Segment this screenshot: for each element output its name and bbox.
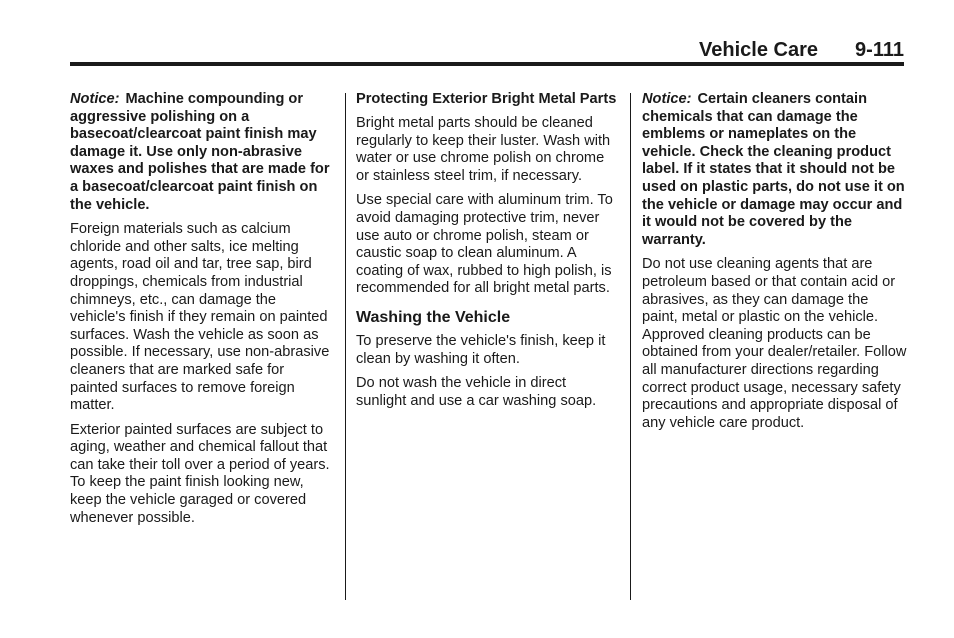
notice-text: Machine compounding or aggressive polishing on a basecoat/clearcoat paint finish may damage it. Use only non-abrasive waxes and polishes that are made for a basecoat/clearcoat paint finish on the vehicle.	[70, 91, 330, 213]
notice-label: Notice:	[70, 91, 120, 107]
column-3	[642, 91, 907, 439]
notice-paint-polishing	[70, 91, 332, 214]
column-2	[356, 91, 618, 417]
notice-text: Certain cleaners contain chemicals that can damage the emblems or nameplates on the vehicle. Check the cleaning product label. If it states that it should not be used on plastic parts, do not use it on the vehicle or damage may occur and it would not be covered by the warranty.	[642, 91, 905, 248]
page-header	[70, 38, 904, 62]
page-number: 9-111	[855, 39, 904, 61]
paragraph-aging: Exterior painted surfaces are subject to aging, weather and chemical fallout that can take their toll over a period of years. To keep the paint finish looking new, keep the vehicle garaged or covered whenever possible.	[70, 421, 330, 526]
column-1	[70, 91, 332, 534]
paragraph-bright-metal: Bright metal parts should be cleaned regularly to keep their luster. Wash with water or use chrome polish on chrome or stainless steel trim, if necessary.	[356, 115, 611, 184]
section-heading-washing: Washing the Vehicle	[356, 308, 511, 326]
header-rule	[70, 62, 904, 66]
notice-cleaners	[642, 91, 907, 249]
paragraph-preserve-finish: To preserve the vehicle's finish, keep it clean by washing it often.	[356, 332, 606, 367]
subhead-bright-metal: Protecting Exterior Bright Metal Parts	[356, 91, 617, 107]
notice-label: Notice:	[642, 91, 692, 107]
paragraph-aluminum: Use special care with aluminum trim. To avoid damaging protective trim, never use auto or chrome polish, steam or caustic soap to clean aluminum. A coating of wax, rubbed to high polish, is recommended for all bright metal parts.	[356, 192, 613, 297]
paragraph-cleaning-agents: Do not use cleaning agents that are petroleum based or that contain acid or abrasives, as they can damage the paint, metal or plastic on the vehicle. Approved cleaning products can be obtained from your dealer/retailer. Follow all manufacturer directions regarding correct product usage, necessary safety precautions and appropriate disposal of any vehicle care product.	[642, 256, 907, 431]
column-divider-2	[630, 93, 631, 600]
paragraph-foreign-materials: Foreign materials such as calcium chloride and other salts, ice melting agents, road oil and tar, tree sap, bird droppings, chemicals from industrial chimneys, etc., can damage the vehicle's finish if they remain on painted surfaces. Wash the vehicle as soon as possible. If necessary, use non-abrasive cleaners that are marked safe for painted surfaces to remove foreign matter.	[70, 221, 330, 414]
column-divider-1	[345, 93, 346, 600]
section-title: Vehicle Care	[699, 39, 818, 61]
paragraph-sunlight: Do not wash the vehicle in direct sunlight and use a car washing soap.	[356, 375, 597, 409]
